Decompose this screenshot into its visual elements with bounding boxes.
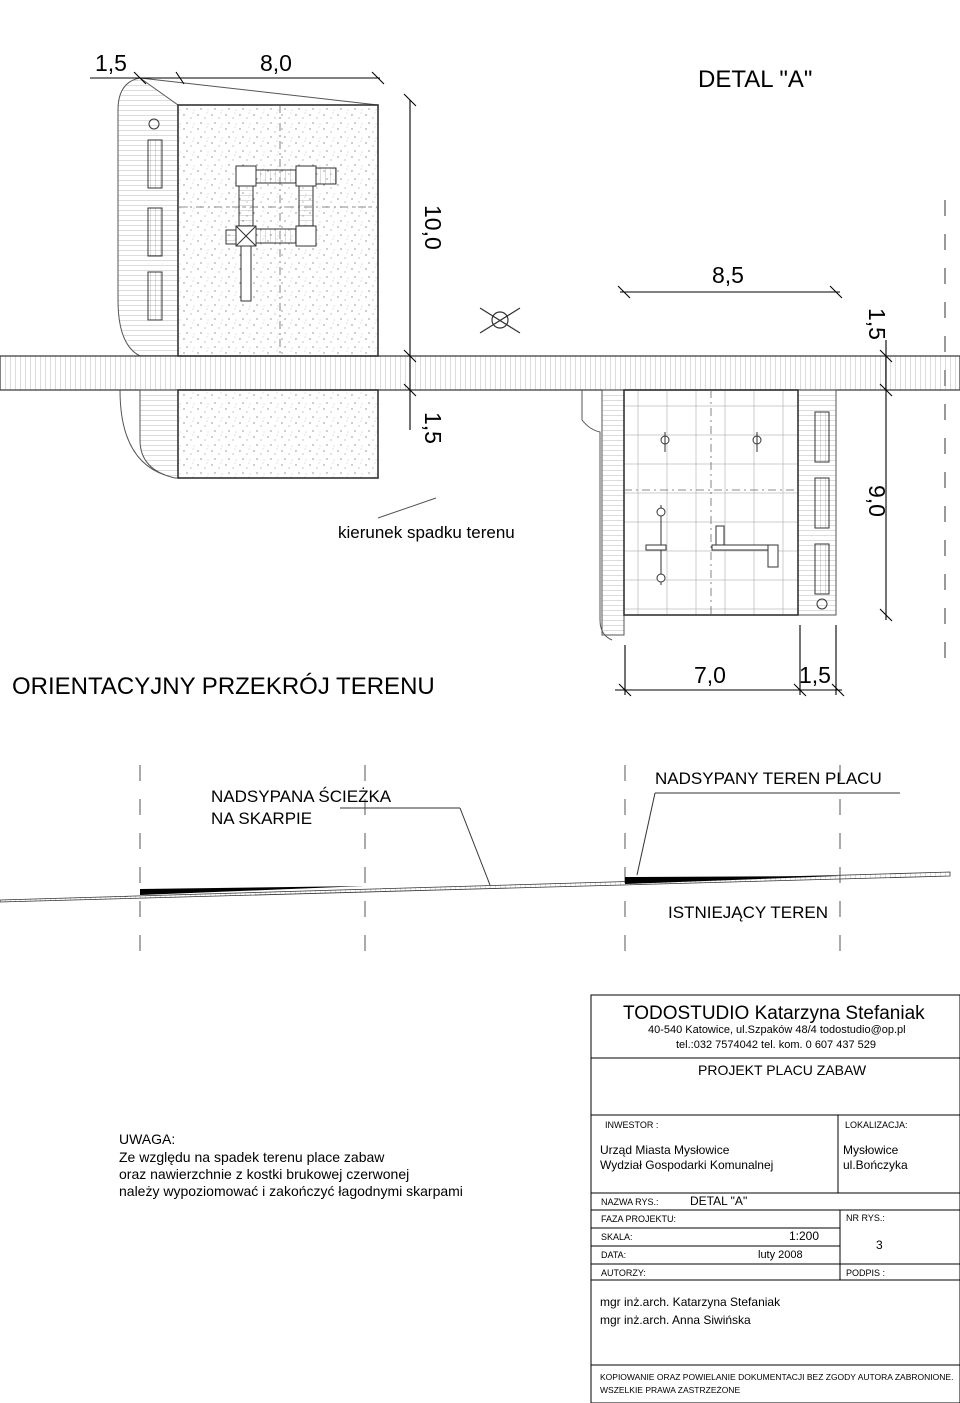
- dim-top-left: 1,5: [95, 50, 127, 76]
- company-phone: tel.:032 7574042 tel. kom. 0 607 437 529: [676, 1039, 876, 1051]
- dim-play-height: 9,0: [864, 485, 890, 517]
- paved-path-right: [602, 390, 624, 635]
- slope-label: kierunek spadku terenu: [338, 523, 515, 542]
- dim-top-mid: 8,0: [260, 50, 292, 76]
- drawing-name-label: NAZWA RYS.:: [601, 1197, 659, 1207]
- authors-label: AUTORZY:: [601, 1268, 646, 1278]
- date-label: DATA:: [601, 1250, 627, 1260]
- paved-path-horizontal: [0, 356, 960, 390]
- slope-arrow: [378, 498, 436, 518]
- author-1: mgr inż.arch. Katarzyna Stefaniak: [600, 1295, 781, 1309]
- phase-label: FAZA PROJEKTU:: [601, 1214, 677, 1224]
- signature-label: PODPIS :: [846, 1268, 886, 1278]
- location-line-2: ul.Bończyka: [843, 1158, 908, 1172]
- drawing-name: DETAL "A": [690, 1194, 748, 1208]
- note-line-1: Ze względu na spadek terenu place zabaw: [119, 1149, 385, 1165]
- copyright-line-2: WSZELKIE PRAWA ZASTRZEŻONE: [600, 1385, 741, 1395]
- section-title: ORIENTACYJNY PRZEKRÓJ TERENU: [12, 673, 435, 700]
- drawing-no: 3: [876, 1238, 883, 1252]
- company-address: 40-540 Katowice, ul.Szpaków 48/4 todostudio@op.pl: [648, 1024, 906, 1036]
- dim-bottom-b: 1,5: [799, 662, 831, 688]
- dim-between: 1,5: [420, 412, 446, 444]
- scale-label: SKALA:: [601, 1232, 633, 1242]
- note-line-3: należy wypoziomować i zakończyć łagodnymi skarpami: [119, 1183, 463, 1199]
- benches-left: [148, 140, 162, 320]
- upper-play-area-south: [178, 390, 378, 478]
- path-label-2: NA SKARPIE: [211, 809, 313, 828]
- path-label-1: NADSYPANA ŚCIEŻKA: [211, 787, 392, 806]
- plot-label: NADSYPANY TEREN PLACU: [655, 769, 882, 788]
- investor-line-1: Urząd Miasta Mysłowice: [600, 1143, 730, 1157]
- dim-right-vertical: 10,0: [420, 205, 446, 250]
- dim-play-width: 8,5: [712, 262, 744, 288]
- dim-play-right-top: 1,5: [864, 308, 890, 340]
- investor-label: INWESTOR :: [605, 1120, 659, 1130]
- scale-value: 1:200: [789, 1229, 820, 1243]
- location-line-1: Mysłowice: [843, 1143, 899, 1157]
- location-label: LOKALIZACJA:: [845, 1120, 908, 1130]
- ground-label: ISTNIEJĄCY TEREN: [668, 903, 828, 922]
- project-name: PROJEKT PLACU ZABAW: [698, 1062, 867, 1078]
- company-name: TODOSTUDIO Katarzyna Stefaniak: [623, 1003, 925, 1024]
- dim-bottom-a: 7,0: [694, 662, 726, 688]
- investor-line-2: Wydział Gospodarki Komunalnej: [600, 1158, 774, 1172]
- date-value: luty 2008: [758, 1249, 803, 1261]
- drawing-no-label: NR RYS.:: [846, 1213, 885, 1223]
- author-2: mgr inż.arch. Anna Siwińska: [600, 1313, 751, 1327]
- plan-title: DETAL "A": [698, 66, 813, 93]
- benches-right: [815, 412, 829, 594]
- note-line-2: oraz nawierzchnie z kostki brukowej czerwonej: [119, 1166, 410, 1182]
- tree-symbol-icon: [480, 308, 520, 333]
- leader-lines: [340, 793, 900, 885]
- note-heading: UWAGA:: [119, 1131, 176, 1147]
- copyright-line-1: KOPIOWANIE ORAZ POWIELANIE DOKUMENTACJI BEZ ZGODY AUTORA ZABRONIONE.: [600, 1372, 954, 1382]
